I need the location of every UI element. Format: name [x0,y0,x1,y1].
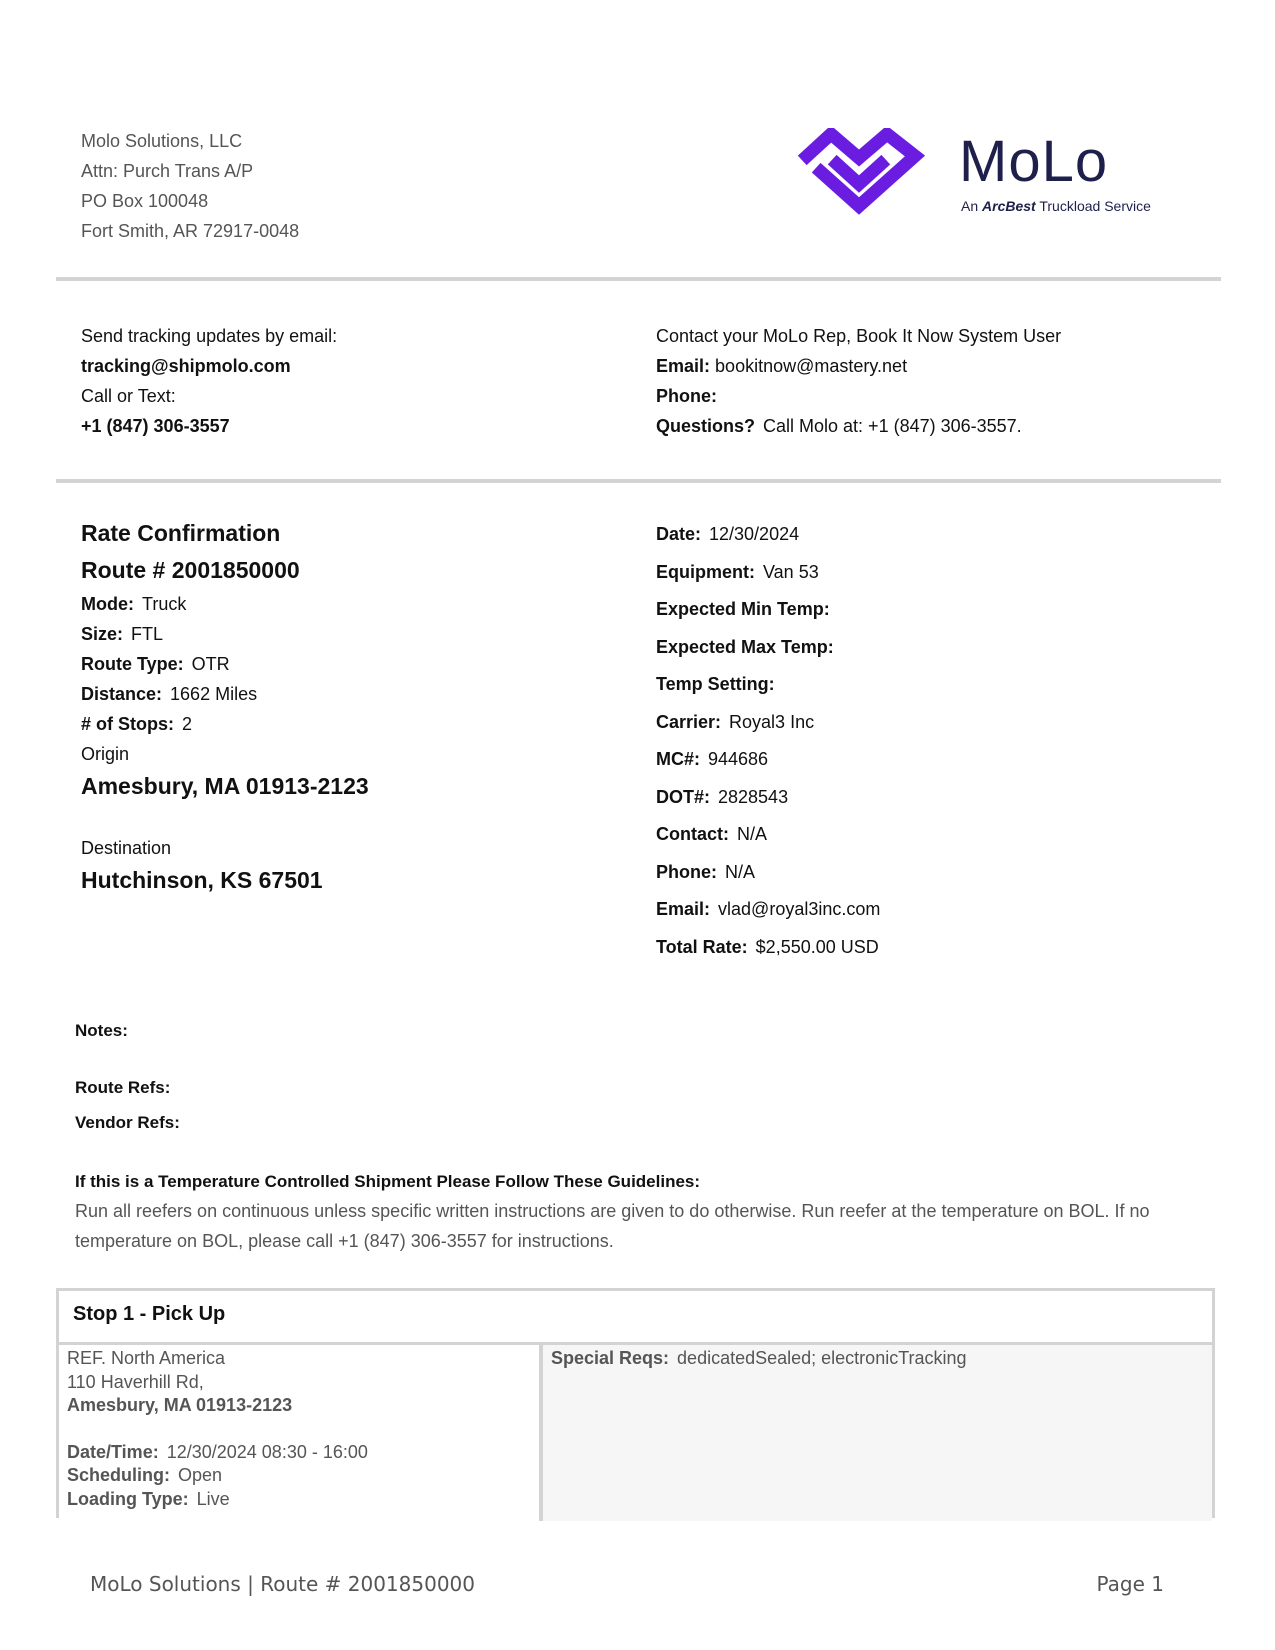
stops-value: 2 [182,714,193,734]
min-temp-row [656,591,880,629]
carrier-contact-label: Contact: [656,824,729,844]
questions-row [656,411,1061,441]
logo-tagline [961,198,1151,214]
stop-1-special-reqs [539,1345,1212,1521]
destination-city: Hutchinson, KS 67501 [81,867,323,893]
tracking-label: Send tracking updates by email: [81,326,338,346]
shipment-details [656,516,880,966]
stops-label: # of Stops: [81,714,174,734]
special-reqs-label: Special Reqs: [551,1348,670,1368]
mc-label: MC#: [656,749,700,769]
distance-value: 1662 Miles [170,684,258,704]
temp-setting-label: Temp Setting: [656,674,775,694]
stop-1-scheduling-row [67,1464,531,1488]
contact-email-row [656,351,1061,381]
mc-row [656,741,880,779]
min-temp-label: Expected Min Temp: [656,599,830,619]
dot-label: DOT#: [656,786,710,807]
mode-label: Mode: [81,594,134,614]
stop-1-datetime-row [67,1441,531,1465]
route-type-value: OTR [191,654,230,674]
size-value: FTL [131,624,164,644]
carrier-row [656,704,880,742]
carrier-value: Royal3 Inc [729,711,815,732]
stops-row [81,709,369,739]
tracking-email[interactable]: tracking@shipmolo.com [81,356,291,376]
stop-1-scheduling-label: Scheduling: [67,1465,170,1485]
total-rate-row [656,929,880,967]
route-type-label: Route Type: [81,654,184,674]
carrier-phone-row [656,854,880,892]
guidelines-text: Run all reefers on continuous unless specific written instructions are given to do otherwise. Run reefer at the temperature on BOL. If no temperature on BOL, please call +1 (847) 306-3557 for instructions. [75,1201,1150,1251]
destination-label: Destination [81,838,172,858]
carrier-email-label: Email: [656,899,711,919]
notes-label: Notes: [75,1021,128,1040]
contact-phone-label: Phone: [656,386,717,406]
stop-1-street: 110 Haverhill Rd, [67,1371,204,1392]
tracking-phone[interactable]: +1 (847) 306-3557 [81,416,230,436]
attention-line: Attn: Purch Trans A/P [81,161,254,181]
call-label: Call or Text: [81,386,176,406]
origin-label: Origin [81,744,130,764]
contact-email-label: Email: [656,356,711,376]
size-label: Size: [81,624,124,644]
page-title: Rate Confirmation [81,520,281,546]
total-rate-value: $2,550.00 USD [755,936,879,957]
stop-1-loading-label: Loading Type: [67,1488,189,1509]
contact-block [656,321,1061,441]
molo-mark-icon [797,128,937,228]
mode-row [81,589,369,619]
special-reqs-value: dedicatedSealed; electronicTracking [677,1348,967,1368]
city-line: Fort Smith, AR 72917-0048 [81,221,300,241]
tagline-prefix: An [961,198,979,214]
molo-logo [797,128,1177,228]
route-number: Route # 2001850000 [81,557,300,583]
equipment-value: Van 53 [763,561,819,582]
po-box: PO Box 100048 [81,191,209,211]
stop-1-datetime-label: Date/Time: [67,1441,159,1462]
company-name: Molo Solutions, LLC [81,131,243,151]
questions-label: Questions? [656,416,756,436]
footer-page-number: Page 1 [1096,1572,1164,1596]
dot-row [656,779,880,817]
stop-1-title: Stop 1 - Pick Up [59,1291,1212,1345]
mode-value: Truck [142,594,187,614]
dot-value: 2828543 [718,786,789,807]
sender-address [81,126,299,246]
guidelines-heading: If this is a Temperature Controlled Shipment Please Follow These Guidelines: [75,1172,701,1191]
carrier-contact-row [656,816,880,854]
route-refs-label: Route Refs: [75,1078,171,1097]
temp-setting-row [656,666,880,704]
origin-city: Amesbury, MA 01913-2123 [81,773,369,799]
carrier-phone-value: N/A [725,861,756,882]
route-type-row [81,649,369,679]
carrier-label: Carrier: [656,711,722,732]
tagline-suffix: Truckload Service [1039,198,1151,214]
contact-email[interactable]: bookitnow@mastery.net [715,356,908,376]
stop-1-card [56,1288,1215,1518]
carrier-email-row [656,891,880,929]
carrier-email-value[interactable]: vlad@royal3inc.com [718,899,881,919]
tagline-brand: ArcBest [982,198,1036,214]
contact-heading: Contact your MoLo Rep, Book It Now System User [656,326,1062,346]
distance-row [81,679,369,709]
stop-1-loading-row [67,1488,531,1512]
size-row [81,619,369,649]
stop-1-loading: Live [196,1488,230,1509]
carrier-phone-label: Phone: [656,861,717,882]
divider-middle [56,479,1221,483]
total-rate-label: Total Rate: [656,936,748,957]
equipment-row [656,554,880,592]
rate-confirmation [81,515,369,897]
max-temp-label: Expected Max Temp: [656,636,834,657]
stop-1-address [59,1345,539,1521]
logo-wordmark: MoLo [959,129,1109,194]
stop-1-scheduling: Open [178,1465,223,1485]
mc-value: 944686 [708,749,769,769]
date-row [656,516,880,554]
stop-1-city: Amesbury, MA 01913-2123 [67,1395,293,1415]
date-value: 12/30/2024 [709,524,800,544]
vendor-refs-label: Vendor Refs: [75,1113,180,1132]
distance-label: Distance: [81,684,163,704]
stop-1-name: REF. North America [67,1348,226,1368]
date-label: Date: [656,524,702,544]
contact-phone-row [656,381,1061,411]
max-temp-row [656,629,880,667]
divider-top [56,277,1221,281]
stop-1-datetime: 12/30/2024 08:30 - 16:00 [166,1441,368,1462]
footer-route: MoLo Solutions | Route # 2001850000 [90,1572,475,1596]
carrier-contact-value: N/A [737,824,768,844]
equipment-label: Equipment: [656,561,755,582]
tracking-block [81,321,337,441]
questions-text: Call Molo at: +1 (847) 306-3557. [763,416,1022,436]
